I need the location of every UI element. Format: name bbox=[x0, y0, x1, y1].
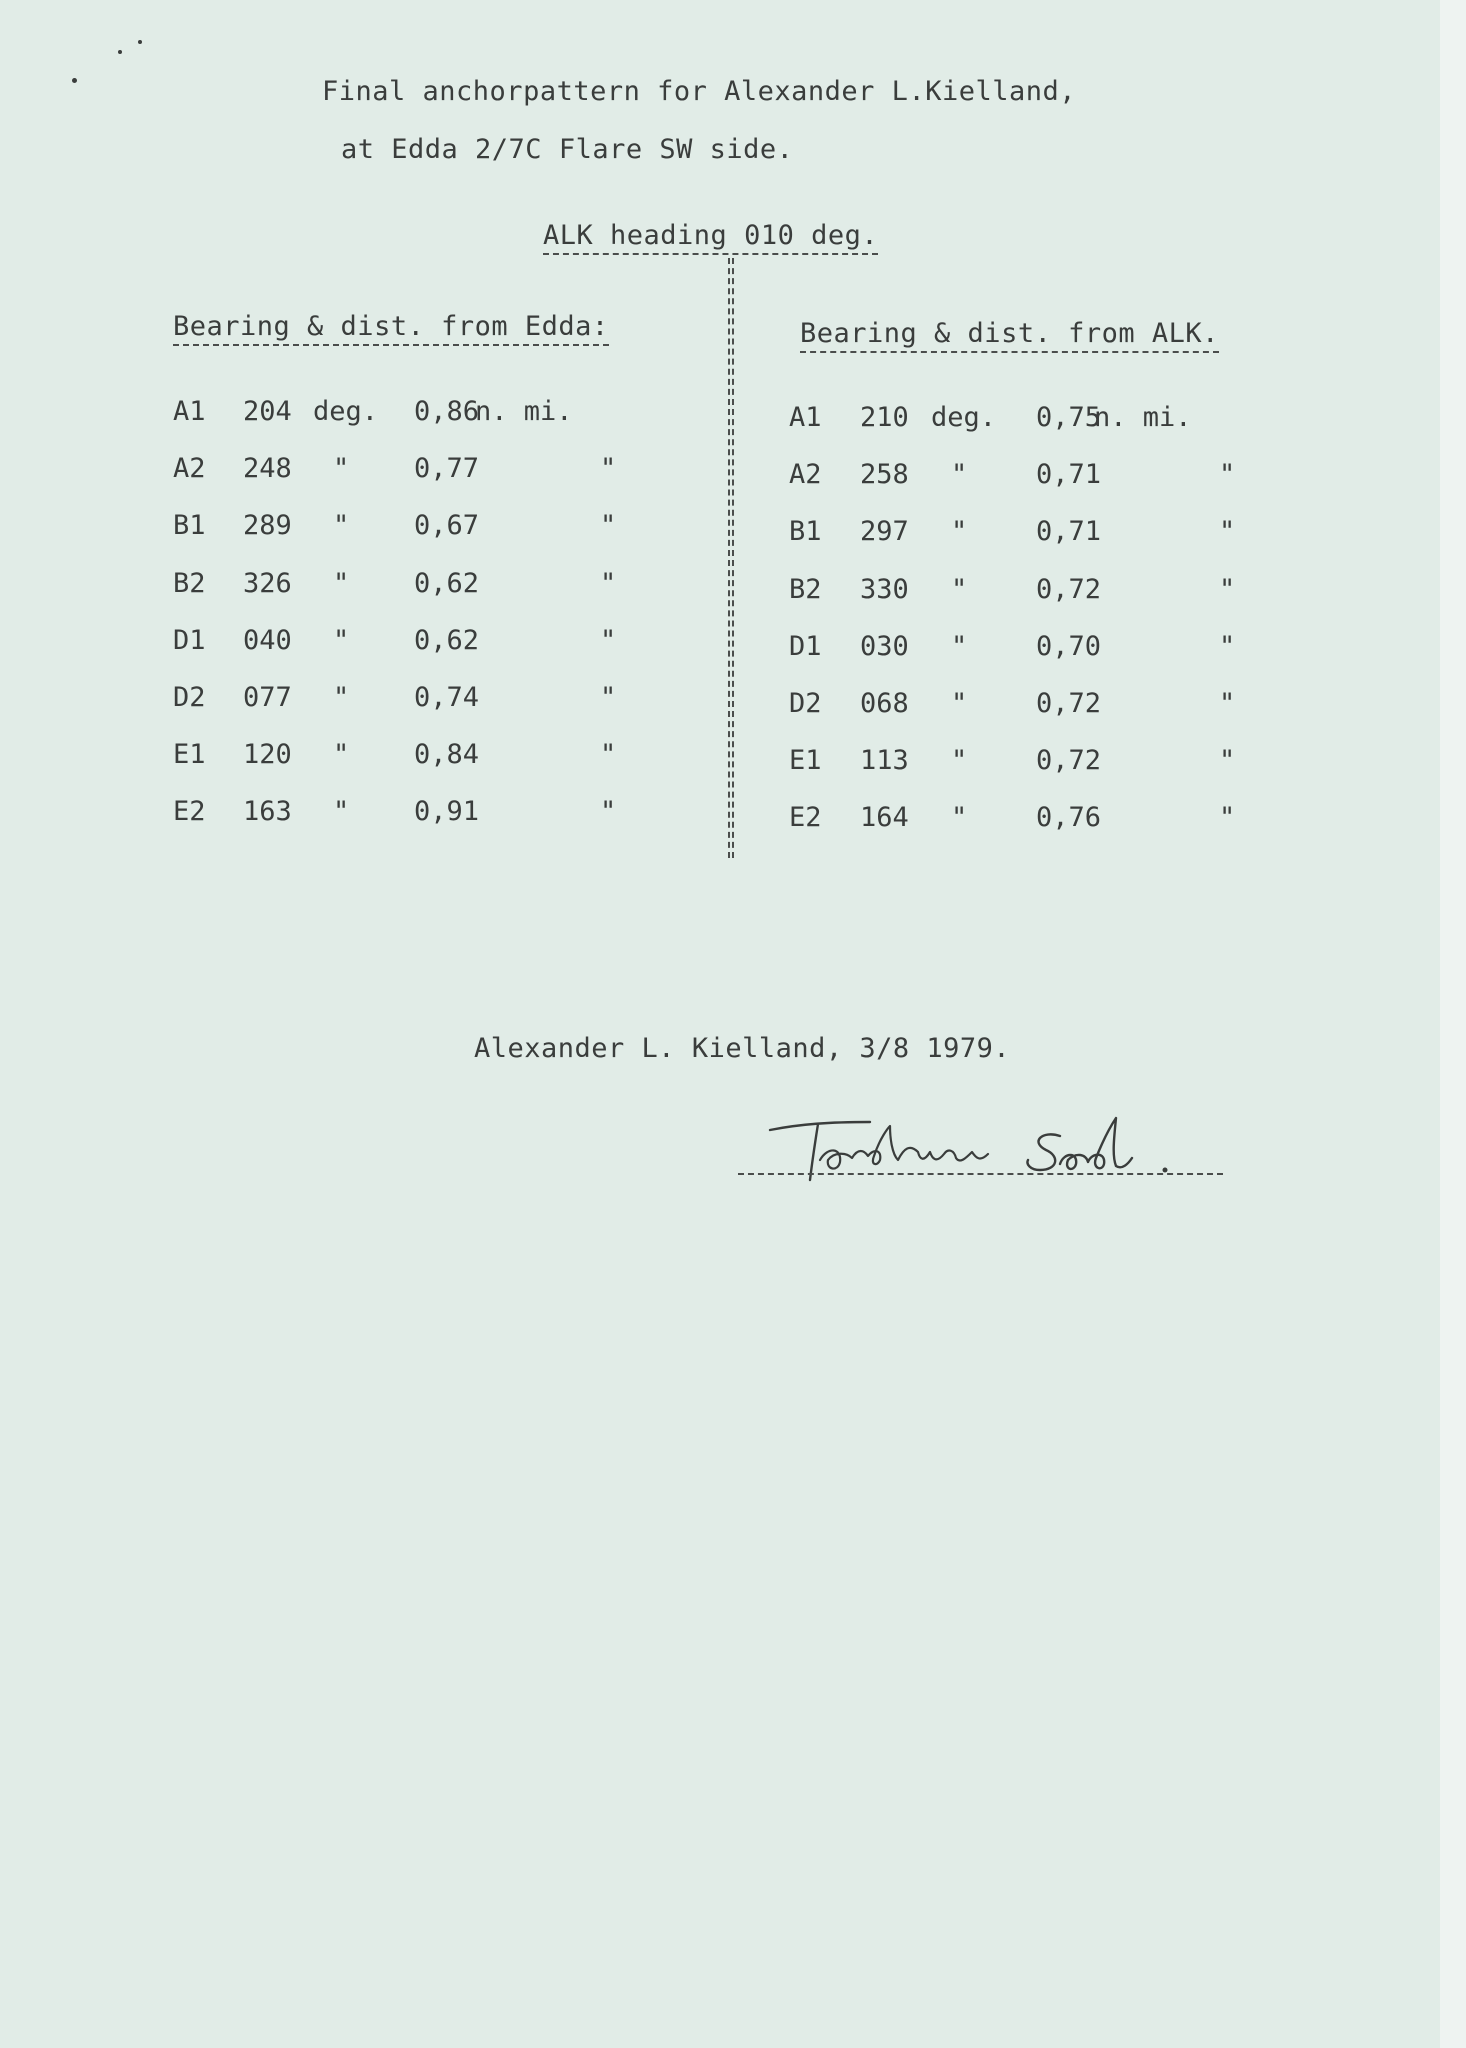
left-table-row-id: E1 bbox=[173, 739, 206, 771]
ink-speck bbox=[118, 50, 122, 54]
right-table-bearing-unit: deg. bbox=[931, 402, 997, 433]
right-table-distance-value: 0,70 bbox=[1036, 630, 1102, 662]
left-table-bearing-unit: " bbox=[333, 624, 350, 656]
left-table-distance-value: 0,86 bbox=[414, 396, 480, 427]
left-table-row-id: E2 bbox=[173, 796, 206, 828]
right-table-header: Bearing & dist. from ALK. bbox=[800, 320, 1219, 353]
left-table-distance-unit: " bbox=[600, 567, 617, 599]
right-table-bearing-value: 164 bbox=[860, 802, 909, 834]
left-table-bearing-unit: " bbox=[333, 510, 350, 542]
right-table-bearing-value: 297 bbox=[860, 516, 909, 548]
column-divider bbox=[728, 258, 734, 858]
left-table-bearing-value: 204 bbox=[243, 396, 292, 427]
right-table-bearing-value: 258 bbox=[860, 459, 909, 491]
right-table-distance-unit: " bbox=[1219, 630, 1236, 662]
left-table-distance-unit: " bbox=[600, 739, 617, 771]
left-table-bearing-value: 120 bbox=[243, 739, 292, 771]
right-table-distance-value: 0,71 bbox=[1036, 516, 1102, 548]
left-table-bearing-unit: deg. bbox=[313, 396, 379, 427]
right-table-bearing-value: 030 bbox=[860, 630, 909, 662]
right-table-row-id: A1 bbox=[789, 402, 822, 433]
right-table-bearing-value: 113 bbox=[860, 745, 909, 777]
right-table-row-id: A2 bbox=[789, 459, 822, 491]
left-table-bearing-unit: " bbox=[333, 739, 350, 771]
right-table-row-id: D2 bbox=[789, 688, 822, 719]
right-table-row-id: B1 bbox=[789, 516, 822, 548]
left-table-distance-value: 0,91 bbox=[414, 796, 480, 828]
left-table-distance-unit: " bbox=[600, 624, 617, 656]
left-table-bearing-unit: " bbox=[333, 567, 350, 599]
left-table-bearing-value: 289 bbox=[243, 510, 292, 542]
title-line-1: Final anchorpattern for Alexander L.Kielland, bbox=[322, 76, 1076, 107]
right-table-distance-unit: " bbox=[1219, 745, 1236, 777]
place-date: Alexander L. Kielland, 3/8 1979. bbox=[474, 1033, 1011, 1064]
left-table-distance-unit: " bbox=[600, 453, 617, 485]
scan-edge bbox=[1440, 0, 1466, 2048]
ink-speck bbox=[138, 40, 142, 44]
left-table-bearing-value: 040 bbox=[243, 624, 292, 656]
right-table-distance-value: 0,75 bbox=[1036, 402, 1102, 433]
left-table-bearing-unit: " bbox=[333, 682, 350, 713]
signature-line bbox=[738, 1173, 1223, 1175]
left-table-row-id: D1 bbox=[173, 624, 206, 656]
left-table-distance-value: 0,74 bbox=[414, 682, 480, 713]
left-table-bearing-unit: " bbox=[333, 453, 350, 485]
right-table-row-id: E1 bbox=[789, 745, 822, 777]
right-table-row-id: D1 bbox=[789, 630, 822, 662]
right-table-bearing-unit: " bbox=[951, 802, 968, 834]
left-table-distance-value: 0,62 bbox=[414, 567, 480, 599]
left-table-distance-unit: n. mi. bbox=[475, 396, 573, 427]
left-table-distance-value: 0,77 bbox=[414, 453, 480, 485]
left-table-bearing-value: 077 bbox=[243, 682, 292, 713]
right-table-distance-unit: " bbox=[1219, 573, 1236, 605]
right-table-distance-unit: n. mi. bbox=[1094, 402, 1192, 433]
right-table-bearing-unit: " bbox=[951, 745, 968, 777]
right-table-bearing-value: 210 bbox=[860, 402, 909, 433]
left-table-header: Bearing & dist. from Edda: bbox=[173, 313, 609, 346]
left-table-distance-value: 0,84 bbox=[414, 739, 480, 771]
right-table-distance-value: 0,76 bbox=[1036, 802, 1102, 834]
left-table-row-id: D2 bbox=[173, 682, 206, 713]
left-table-distance-value: 0,67 bbox=[414, 510, 480, 542]
signature-handwritten bbox=[760, 1108, 1220, 1188]
left-table-distance-unit: " bbox=[600, 796, 617, 828]
right-table-bearing-unit: " bbox=[951, 459, 968, 491]
left-table-bearing-value: 248 bbox=[243, 453, 292, 485]
right-table-bearing-unit: " bbox=[951, 630, 968, 662]
right-table-bearing-unit: " bbox=[951, 516, 968, 548]
title-line-2: at Edda 2/7C Flare SW side. bbox=[341, 134, 794, 165]
right-table-distance-value: 0,72 bbox=[1036, 688, 1102, 719]
right-table-distance-unit: " bbox=[1219, 516, 1236, 548]
right-table-bearing-value: 330 bbox=[860, 573, 909, 605]
right-table-distance-value: 0,72 bbox=[1036, 745, 1102, 777]
ink-speck bbox=[72, 78, 77, 83]
right-table-distance-value: 0,72 bbox=[1036, 573, 1102, 605]
left-table-distance-unit: " bbox=[600, 682, 617, 713]
left-table-row-id: B1 bbox=[173, 510, 206, 542]
right-table-bearing-unit: " bbox=[951, 688, 968, 719]
right-table-row-id: E2 bbox=[789, 802, 822, 834]
right-table-row-id: B2 bbox=[789, 573, 822, 605]
heading: ALK heading 010 deg. bbox=[543, 222, 878, 255]
left-table-distance-unit: " bbox=[600, 510, 617, 542]
right-table-distance-unit: " bbox=[1219, 459, 1236, 491]
right-table-bearing-value: 068 bbox=[860, 688, 909, 719]
right-table-distance-unit: " bbox=[1219, 802, 1236, 834]
left-table-distance-value: 0,62 bbox=[414, 624, 480, 656]
left-table-bearing-value: 163 bbox=[243, 796, 292, 828]
right-table-distance-unit: " bbox=[1219, 688, 1236, 719]
left-table-bearing-value: 326 bbox=[243, 567, 292, 599]
left-table-bearing-unit: " bbox=[333, 796, 350, 828]
left-table-row-id: B2 bbox=[173, 567, 206, 599]
left-table-row-id: A1 bbox=[173, 396, 206, 427]
right-table-distance-value: 0,71 bbox=[1036, 459, 1102, 491]
left-table-row-id: A2 bbox=[173, 453, 206, 485]
right-table-bearing-unit: " bbox=[951, 573, 968, 605]
